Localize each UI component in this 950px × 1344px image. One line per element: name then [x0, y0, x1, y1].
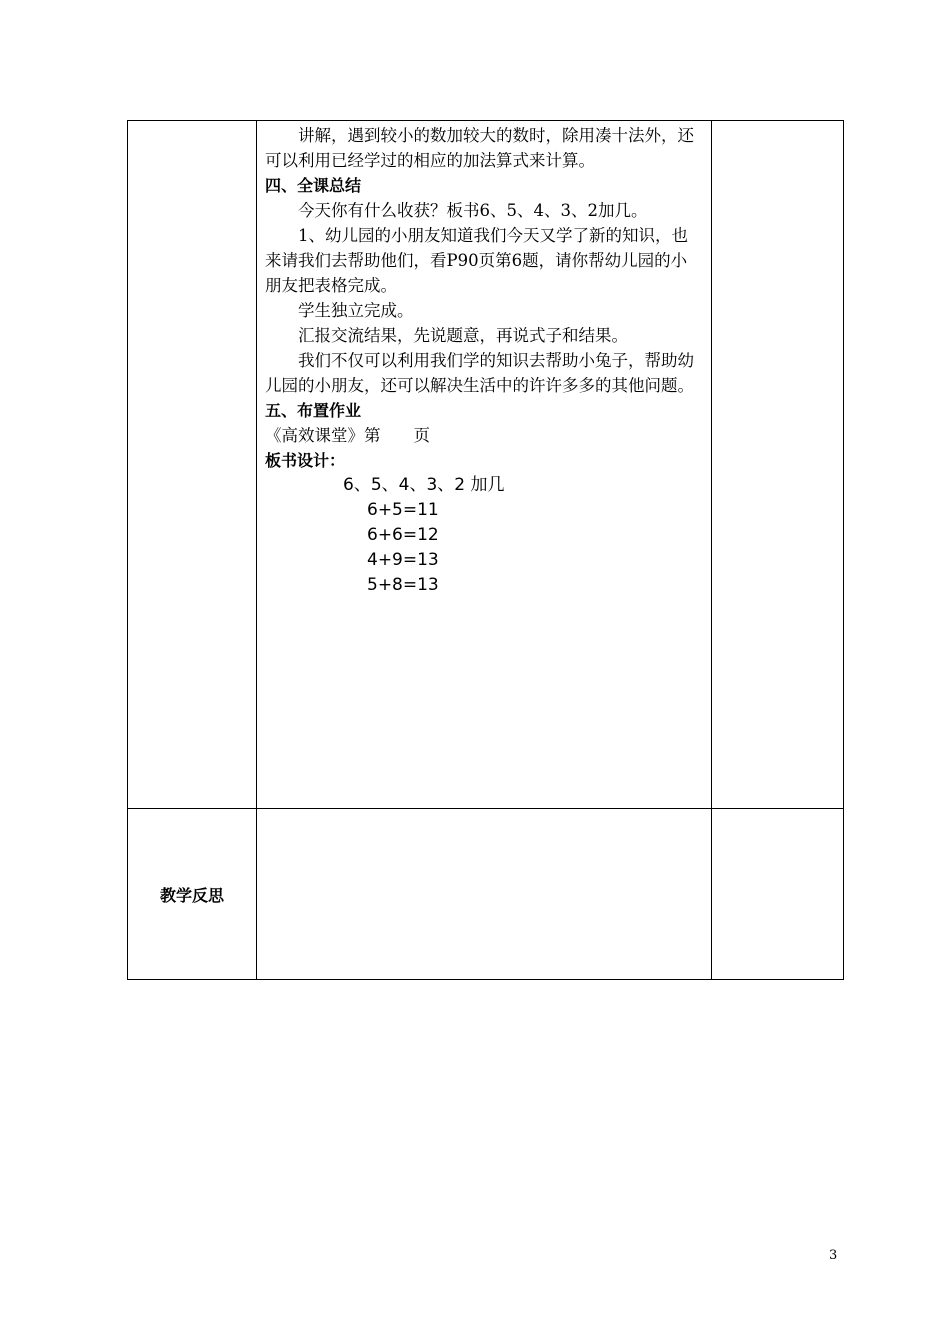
section-homework-heading: 五、布置作业: [265, 401, 362, 420]
board-title: 6、5、4、3、2 加几: [343, 475, 505, 495]
board-equation: 4+9=13: [367, 550, 439, 570]
homework-line: 《高效课堂》第 页: [265, 426, 430, 445]
page-number: 3: [829, 1248, 838, 1263]
reflection-label: 教学反思: [128, 809, 257, 980]
reflection-row: [128, 809, 844, 980]
lesson-content-row: [128, 121, 844, 809]
explanation-paragraph: 讲解，遇到较小的数加较大的数时，除用凑十法外，还可以利用已经学过的相应的加法算式来计算。: [265, 126, 694, 170]
board-equation: 6+5=11: [367, 500, 439, 520]
left-label-cell: [128, 121, 257, 809]
right-notes-cell: [712, 121, 844, 809]
lesson-plan-table: [127, 120, 844, 980]
closing-paragraph: 我们不仅可以利用我们学的知识去帮助小兔子，帮助幼儿园的小朋友，还可以解决生活中的许许多多的其他问题。: [265, 351, 694, 395]
reflection-notes-cell: [712, 809, 844, 980]
section-summary-heading: 四、全课总结: [265, 176, 362, 195]
reflection-content-cell: [257, 809, 712, 980]
board-equation: 6+6=12: [367, 525, 439, 545]
lesson-content-cell: [257, 121, 712, 809]
exercise-paragraph: 1、幼儿园的小朋友知道我们今天又学了新的知识，也来请我们去帮助他们，看P90页第6题，请你帮幼儿园的小朋友把表格完成。: [265, 226, 688, 295]
board-equation: 5+8=13: [367, 575, 439, 595]
summary-paragraph: 今天你有什么收获？板书6、5、4、3、2加几。: [298, 201, 648, 220]
report-paragraph: 汇报交流结果，先说题意，再说式子和结果。: [298, 326, 628, 345]
independent-work-paragraph: 学生独立完成。: [298, 301, 414, 320]
board-design-heading: 板书设计：: [265, 451, 346, 470]
lesson-content: [257, 121, 711, 598]
